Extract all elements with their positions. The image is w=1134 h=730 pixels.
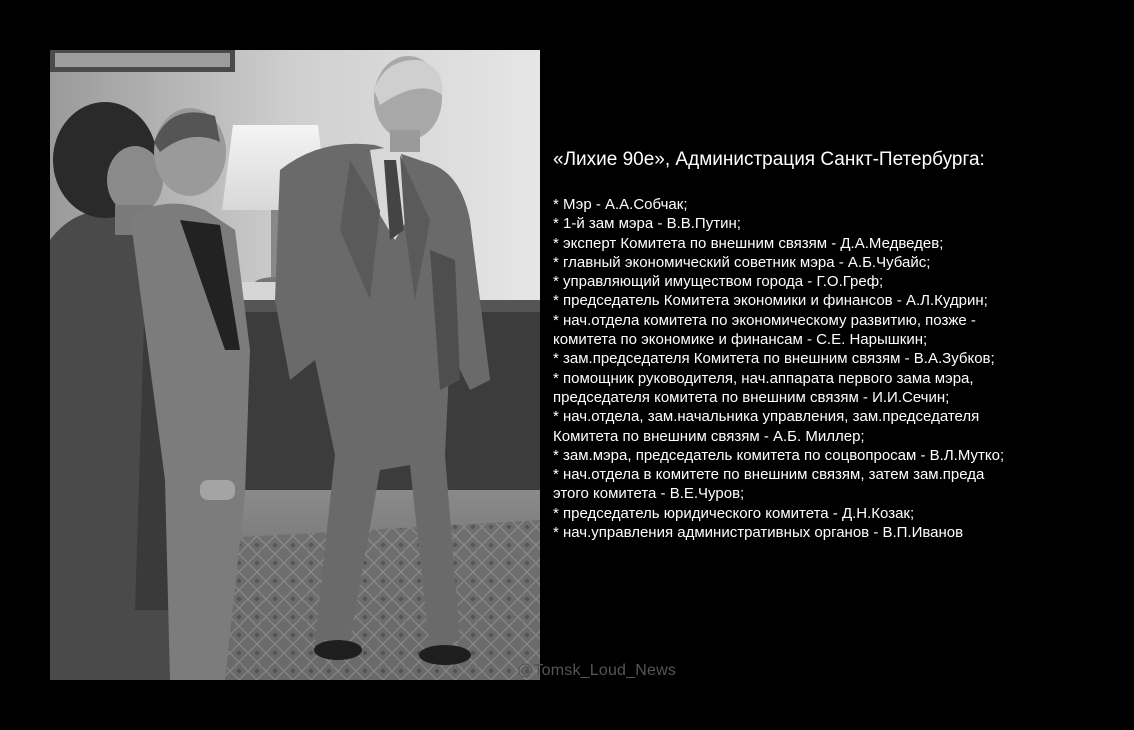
list-item: * Мэр - А.А.Собчак;	[553, 196, 688, 213]
list-item: Комитета по внешним связям - А.Б. Миллер;	[553, 427, 865, 445]
watermark: @Tomsk_Loud_News	[517, 662, 677, 679]
list-item: * зам.мэра, председатель комитета по соцвопросам - В.Л.Мутко;	[553, 446, 1005, 464]
list-item: * зам.председателя Комитета по внешним связям - В.А.Зубков;	[553, 350, 995, 368]
list-item: * помощник руководителя, нач.аппарата первого зама мэра,	[553, 369, 974, 387]
caption-block	[553, 148, 1113, 542]
black-and-white-photo	[50, 50, 540, 680]
list-item: * управляющий имуществом города - Г.О.Греф;	[553, 273, 884, 291]
list-item: * главный экономический советник мэра - А.Б.Чубайс;	[553, 253, 931, 271]
list-item: * 1-й зам мэра - В.В.Путин;	[553, 215, 741, 233]
caption-heading: «Лихие 90е», Администрация Санкт-Петербурга:	[553, 149, 985, 170]
list-item: * председатель юридического комитета - Д.Н.Козак;	[553, 504, 915, 522]
list-item: * нач.отдела, зам.начальника управления, зам.председателя	[553, 408, 980, 426]
list-item: этого комитета - В.Е.Чуров;	[553, 485, 745, 503]
list-item: * нач.управления административных органов - В.П.Иванов	[553, 524, 964, 542]
officials-list	[553, 195, 1113, 542]
list-item: * нач.отдела комитета по экономическому развитию, позже -	[553, 311, 976, 329]
photo-illustration	[50, 50, 540, 680]
list-item: комитета по экономике и финансам - С.Е. Нарышкин;	[553, 331, 928, 349]
list-item: * председатель Комитета экономики и финансов - А.Л.Кудрин;	[553, 292, 988, 310]
list-item: * нач.отдела в комитете по внешним связям, затем зам.преда	[553, 466, 985, 484]
list-item: председателя комитета по внешним связям - И.И.Сечин;	[553, 388, 950, 406]
list-item: * эксперт Комитета по внешним связям - Д.А.Медведев;	[553, 234, 944, 252]
